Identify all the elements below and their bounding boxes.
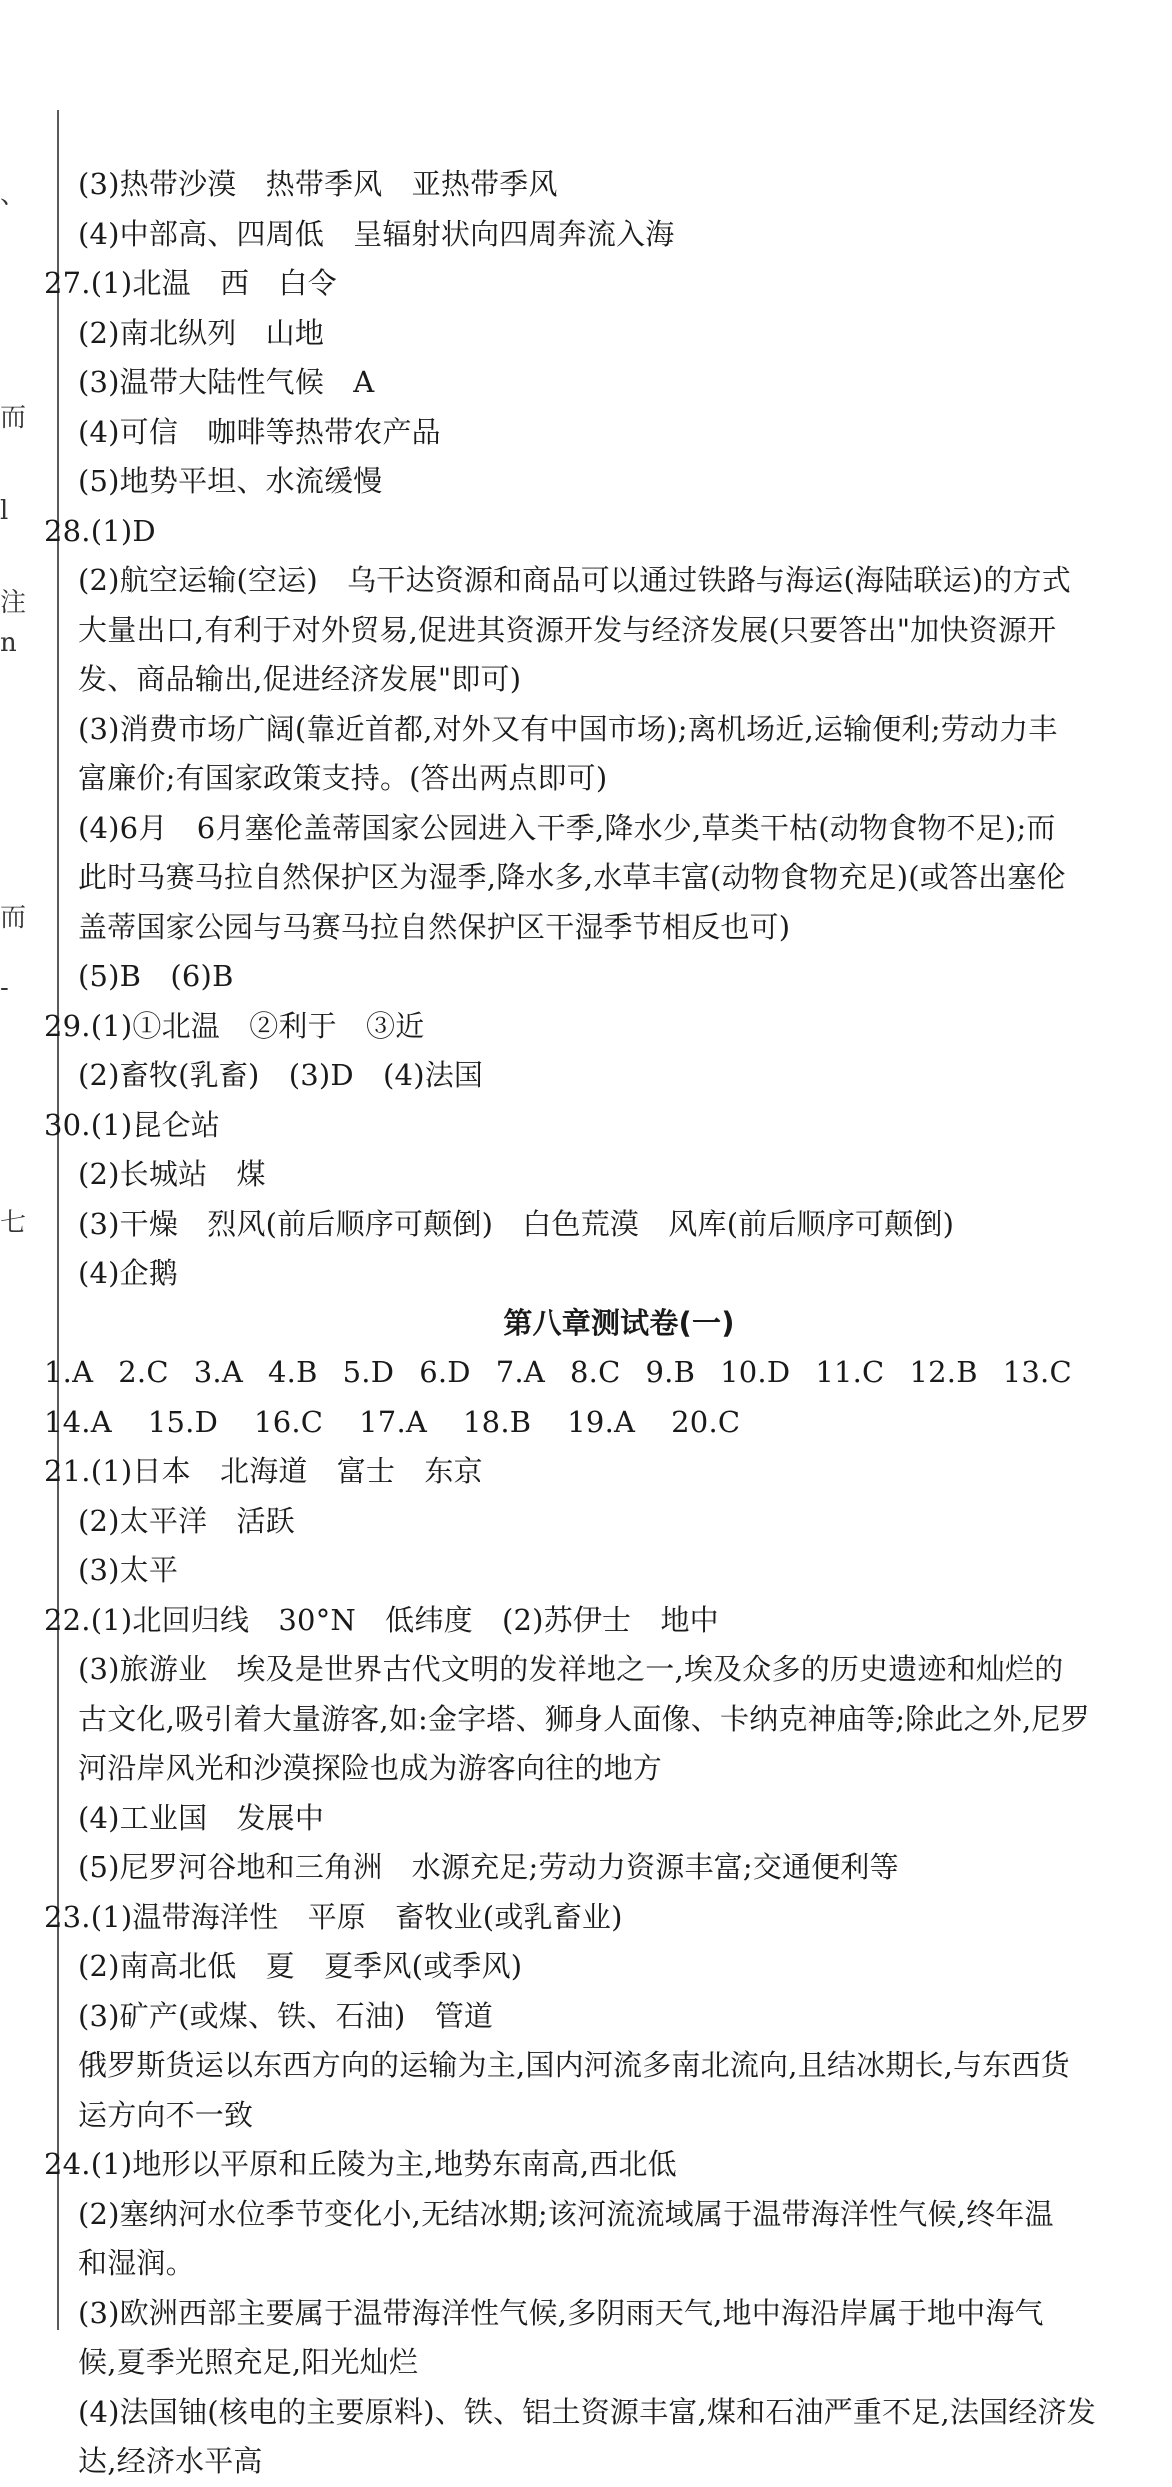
- edge-mark: 、: [0, 180, 27, 210]
- mc-answer: 8.C: [570, 1355, 621, 1389]
- answer-line: 候,夏季光照充足,阳光灿烂: [78, 2345, 419, 2379]
- answer-line: (2)南高北低 夏 夏季风(或季风): [78, 1949, 523, 1983]
- answer-line: 达,经济水平高: [78, 2444, 263, 2478]
- answer-line: 和湿润。: [78, 2246, 195, 2280]
- answer-line: (4)中部高、四周低 呈辐射状向四周奔流入海: [78, 216, 675, 251]
- answer-line: (3)温带大陆性气候 A: [78, 365, 375, 399]
- edge-mark: -: [0, 973, 9, 1003]
- mc-answer: 10.D: [720, 1355, 791, 1389]
- question-22: 22.(1)北回归线 30°N 低纬度 (2)苏伊士 地中: [44, 1602, 719, 1637]
- section-heading: 第八章测试卷(一): [503, 1305, 735, 1340]
- answer-line: 富廉价;有国家政策支持。(答出两点即可): [78, 761, 608, 795]
- answer-line: (3)消费市场广阔(靠近首都,对外又有中国市场);离机场近,运输便利;劳动力丰: [78, 711, 1058, 746]
- mc-answer: 4.B: [268, 1355, 318, 1389]
- answer-line: (3)欧洲西部主要属于温带海洋性气候,多阴雨天气,地中海沿岸属于地中海气: [78, 2295, 1044, 2330]
- answer-line: 俄罗斯货运以东西方向的运输为主,国内河流多南北流向,且结冰期长,与东西货: [78, 2048, 1070, 2082]
- answer-line: (5)地势平坦、水流缓慢: [78, 464, 383, 498]
- mc-answer: 18.B: [463, 1404, 532, 1439]
- answer-line: (3)热带沙漠 热带季风 亚热带季风: [78, 167, 558, 201]
- answer-line: 大量出口,有利于对外贸易,促进其资源开发与经济发展(只要答出"加快资源开: [78, 612, 1057, 647]
- answer-line: (2)太平洋 活跃: [78, 1503, 295, 1538]
- mc-answers-row-1: [44, 1348, 1144, 1398]
- question-27: 27.(1)北温 西 白令: [44, 266, 337, 300]
- edge-mark: 七: [0, 1208, 27, 1238]
- mc-answer: 14.A: [44, 1404, 112, 1439]
- answer-line: 盖蒂国家公园与马赛马拉自然保护区干湿季节相反也可): [78, 909, 791, 944]
- mc-answer: 2.C: [118, 1355, 169, 1389]
- edge-mark: n: [0, 628, 17, 658]
- answer-line: (2)南北纵列 山地: [78, 315, 325, 350]
- answer-line: (5)B (6)B: [78, 959, 234, 993]
- question-24: 24.(1)地形以平原和丘陵为主,地势东南高,西北低: [44, 2147, 677, 2181]
- answer-line: (3)矿产(或煤、铁、石油) 管道: [78, 1998, 494, 2033]
- answer-text-block: [44, 160, 1144, 2487]
- question-29: 29.(1)①北温 ②利于 ③近: [44, 1008, 425, 1043]
- question-23: 23.(1)温带海洋性 平原 畜牧业(或乳畜业): [44, 1899, 623, 1934]
- answer-line: (2)长城站 煤: [78, 1157, 266, 1191]
- answer-line: (3)干燥 烈风(前后顺序可颠倒) 白色荒漠 风库(前后顺序可颠倒): [78, 1206, 955, 1241]
- mc-answer: 20.C: [671, 1404, 741, 1439]
- mc-answer: 12.B: [909, 1355, 978, 1389]
- edge-mark: 而: [0, 903, 27, 933]
- mc-answer: 16.C: [254, 1404, 324, 1439]
- question-30: 30.(1)昆仑站: [44, 1107, 220, 1142]
- mc-answer: 15.D: [147, 1404, 219, 1439]
- answer-line: (2)畜牧(乳畜) (3)D (4)法国: [78, 1058, 484, 1092]
- edge-mark: 而: [0, 403, 27, 433]
- answer-line: (4)企鹅: [78, 1256, 179, 1290]
- answer-line: 发、商品输出,促进经济发展"即可): [78, 662, 522, 696]
- answer-line: (2)航空运输(空运) 乌干达资源和商品可以通过铁路与海运(海陆联运)的方式: [78, 563, 1071, 597]
- answer-line: (3)旅游业 埃及是世界古代文明的发祥地之一,埃及众多的历史遗迹和灿烂的: [78, 1652, 1064, 1686]
- answer-line: (4)可信 咖啡等热带农产品: [78, 414, 441, 449]
- mc-answers-row-2: [44, 1398, 1144, 1448]
- answer-line: 运方向不一致: [78, 2097, 254, 2132]
- mc-answer: 19.A: [567, 1404, 636, 1439]
- answer-line: (3)太平: [78, 1553, 179, 1587]
- answer-line: 河沿岸风光和沙漠探险也成为游客向往的地方: [78, 1751, 663, 1785]
- answer-line: (5)尼罗河谷地和三角洲 水源充足;劳动力资源丰富;交通便利等: [78, 1850, 899, 1884]
- mc-answer: 11.C: [815, 1355, 885, 1389]
- answer-line: (2)塞纳河水位季节变化小,无结冰期;该河流流域属于温带海洋性气候,终年温: [78, 2196, 1054, 2231]
- mc-answer: 3.A: [193, 1355, 243, 1389]
- mc-answer: 17.A: [359, 1404, 428, 1439]
- edge-mark: 注: [0, 588, 27, 618]
- answer-line: (4)6月 6月塞伦盖蒂国家公园进入干季,降水少,草类干枯(动物食物不足);而: [78, 810, 1056, 845]
- answer-line: (4)法国铀(核电的主要原料)、铁、铝土资源丰富,煤和石油严重不足,法国经济发: [78, 2394, 1096, 2429]
- answer-line: (4)工业国 发展中: [78, 1800, 325, 1835]
- mc-answer: 6.D: [419, 1355, 471, 1389]
- mc-answer: 9.B: [645, 1355, 696, 1389]
- question-21: 21.(1)日本 北海道 富士 东京: [44, 1454, 483, 1488]
- answer-line: 此时马赛马拉自然保护区为湿季,降水多,水草丰富(动物食物充足)(或答出塞伦: [78, 860, 1066, 894]
- mc-answer: 1.A: [44, 1355, 94, 1389]
- mc-answer: 7.A: [495, 1355, 545, 1389]
- mc-answer: 5.D: [342, 1355, 395, 1389]
- answer-line: 古文化,吸引着大量游客,如:金字塔、狮身人面像、卡纳克神庙等;除此之外,尼罗: [78, 1701, 1090, 1736]
- question-28: 28.(1)D: [44, 513, 156, 548]
- edge-mark: l: [0, 496, 9, 526]
- mc-answer: 13.C: [1002, 1355, 1072, 1389]
